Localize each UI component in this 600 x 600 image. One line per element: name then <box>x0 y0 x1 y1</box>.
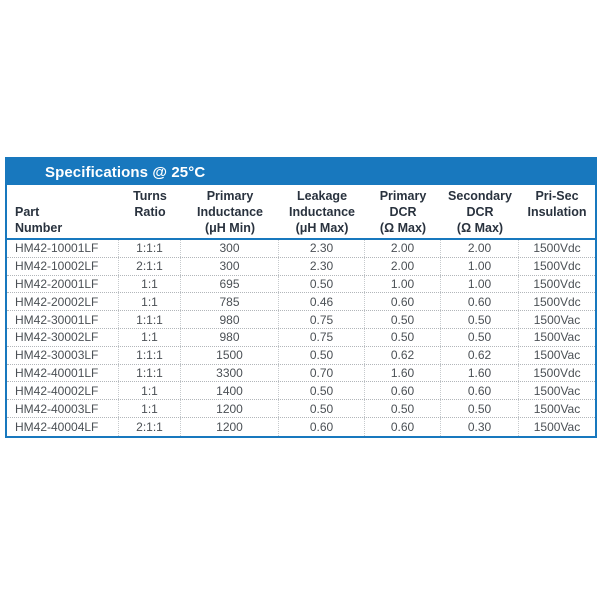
table-cell-turns-ratio: 1:1:1 <box>119 311 181 328</box>
table-cell-pri-sec-insulation: 1500Vdc <box>533 259 581 274</box>
table-cell-secondary-dcr: 0.60 <box>441 293 519 310</box>
table-cell-secondary-dcr: 1.00 <box>441 258 519 275</box>
table-cell-primary-dcr: 0.60 <box>365 418 441 436</box>
table-title: Specifications @ 25°C <box>45 163 206 181</box>
table-cell-part-number: HM42-20002LF <box>7 293 119 310</box>
table-cell-primary-inductance: 1500 <box>181 347 279 364</box>
table-cell-primary-dcr: 0.62 <box>365 347 441 364</box>
table-row <box>7 347 595 365</box>
table-cell-part-number: HM42-30002LF <box>7 329 119 346</box>
table-cell-leakage-inductance: 2.30 <box>279 240 365 257</box>
specifications-table <box>5 157 597 438</box>
table-cell-part-number: HM42-30003LF <box>7 347 119 364</box>
header-line: Primary <box>379 189 427 203</box>
table-cell-leakage-inductance: 0.50 <box>279 400 365 417</box>
table-cell-pri-sec-insulation: 1500Vac <box>533 383 581 398</box>
table-row <box>7 365 595 383</box>
table-cell-pri-sec-insulation: 1500Vac <box>533 348 581 363</box>
table-cell-turns-ratio: 1:1:1 <box>119 347 181 364</box>
table-row <box>7 418 595 436</box>
table-row <box>7 329 595 347</box>
header-line: Inductance <box>197 205 263 219</box>
table-cell-secondary-dcr: 0.60 <box>441 382 519 399</box>
header-line: DCR <box>466 205 494 219</box>
table-cell-primary-inductance: 1400 <box>181 382 279 399</box>
table-cell-primary-dcr: 1.00 <box>365 276 441 293</box>
table-cell-part-number: HM42-30001LF <box>7 311 119 328</box>
table-cell-primary-inductance: 980 <box>181 329 279 346</box>
table-cell-pri-sec-insulation: 1500Vdc <box>533 365 581 380</box>
table-cell-pri-sec-insulation: 1500Vdc <box>533 294 581 309</box>
column-header-primary-inductance <box>181 188 279 236</box>
table-cell-leakage-inductance: 0.50 <box>279 276 365 293</box>
column-header-secondary-dcr <box>441 188 519 236</box>
table-row <box>7 382 595 400</box>
table-cell-primary-inductance: 3300 <box>181 365 279 382</box>
column-header-primary-dcr <box>365 188 441 236</box>
table-cell-pri-sec-insulation: 1500Vac <box>533 401 581 416</box>
table-cell-primary-inductance: 1200 <box>181 400 279 417</box>
column-header-turns-ratio <box>119 188 181 236</box>
table-cell-leakage-inductance: 0.50 <box>279 347 365 364</box>
table-cell-primary-dcr: 0.60 <box>365 293 441 310</box>
table-cell-part-number: HM42-20001LF <box>7 276 119 293</box>
table-body <box>7 240 595 436</box>
header-line: (Ω Max) <box>379 221 427 235</box>
table-cell-part-number: HM42-10002LF <box>7 258 119 275</box>
header-line: Part <box>15 205 40 219</box>
table-cell-turns-ratio: 1:1:1 <box>119 240 181 257</box>
table-cell-turns-ratio: 2:1:1 <box>119 258 181 275</box>
table-cell-secondary-dcr: 1.00 <box>441 276 519 293</box>
header-line: Primary <box>206 189 254 203</box>
table-cell-pri-sec-insulation: 1500Vdc <box>533 276 581 291</box>
table-cell-turns-ratio: 1:1 <box>119 276 181 293</box>
table-cell-secondary-dcr: 2.00 <box>441 240 519 257</box>
table-cell-primary-inductance: 300 <box>181 258 279 275</box>
table-row <box>7 276 595 294</box>
column-header-pri-sec-insulation <box>519 188 595 236</box>
table-row <box>7 311 595 329</box>
table-cell-turns-ratio: 1:1:1 <box>119 365 181 382</box>
column-header-part-number <box>7 188 119 236</box>
table-cell-leakage-inductance: 0.75 <box>279 329 365 346</box>
table-cell-part-number: HM42-40001LF <box>7 365 119 382</box>
table-cell-primary-dcr: 0.50 <box>365 329 441 346</box>
table-row <box>7 240 595 258</box>
header-line: DCR <box>389 205 417 219</box>
table-cell-part-number: HM42-40004LF <box>7 418 119 436</box>
table-cell-primary-inductance: 785 <box>181 293 279 310</box>
table-row <box>7 293 595 311</box>
table-cell-primary-dcr: 0.60 <box>365 382 441 399</box>
table-cell-leakage-inductance: 0.46 <box>279 293 365 310</box>
table-cell-leakage-inductance: 0.75 <box>279 311 365 328</box>
table-title-bar <box>7 159 595 185</box>
table-cell-secondary-dcr: 1.60 <box>441 365 519 382</box>
table-cell-secondary-dcr: 0.62 <box>441 347 519 364</box>
header-line: Secondary <box>448 189 512 203</box>
table-cell-secondary-dcr: 0.50 <box>441 311 519 328</box>
table-cell-turns-ratio: 1:1 <box>119 329 181 346</box>
table-cell-pri-sec-insulation: 1500Vac <box>533 330 581 345</box>
table-cell-primary-inductance: 980 <box>181 311 279 328</box>
table-cell-primary-dcr: 0.50 <box>365 311 441 328</box>
table-cell-turns-ratio: 1:1 <box>119 293 181 310</box>
header-line: Ratio <box>134 205 166 219</box>
table-cell-turns-ratio: 1:1 <box>119 382 181 399</box>
header-line: Turns <box>133 189 167 203</box>
column-header-leakage-inductance <box>279 188 365 236</box>
table-cell-part-number: HM42-10001LF <box>7 240 119 257</box>
header-line: (Ω Max) <box>456 221 504 235</box>
table-cell-primary-dcr: 0.50 <box>365 400 441 417</box>
table-cell-leakage-inductance: 2.30 <box>279 258 365 275</box>
header-line: Number <box>15 221 63 235</box>
table-cell-secondary-dcr: 0.50 <box>441 329 519 346</box>
table-cell-part-number: HM42-40002LF <box>7 382 119 399</box>
table-cell-primary-dcr: 2.00 <box>365 240 441 257</box>
table-cell-primary-dcr: 2.00 <box>365 258 441 275</box>
table-cell-secondary-dcr: 0.30 <box>441 418 519 436</box>
table-cell-pri-sec-insulation: 1500Vac <box>533 312 581 327</box>
table-cell-primary-inductance: 1200 <box>181 418 279 436</box>
table-cell-primary-dcr: 1.60 <box>365 365 441 382</box>
header-line: (μH Min) <box>205 221 255 235</box>
header-line: Pri-Sec <box>535 189 579 203</box>
header-line: Inductance <box>289 205 355 219</box>
table-cell-leakage-inductance: 0.50 <box>279 382 365 399</box>
table-cell-turns-ratio: 1:1 <box>119 400 181 417</box>
table-row <box>7 258 595 276</box>
table-cell-primary-inductance: 695 <box>181 276 279 293</box>
header-line: Insulation <box>527 205 587 219</box>
table-cell-leakage-inductance: 0.70 <box>279 365 365 382</box>
header-line: Leakage <box>296 189 348 203</box>
table-row <box>7 400 595 418</box>
header-line: (μH Max) <box>295 221 349 235</box>
table-cell-pri-sec-insulation: 1500Vdc <box>533 241 581 256</box>
table-cell-turns-ratio: 2:1:1 <box>119 418 181 436</box>
table-header-row <box>7 185 595 240</box>
table-cell-part-number: HM42-40003LF <box>7 400 119 417</box>
table-cell-leakage-inductance: 0.60 <box>279 418 365 436</box>
table-cell-primary-inductance: 300 <box>181 240 279 257</box>
table-cell-pri-sec-insulation: 1500Vac <box>533 419 581 434</box>
table-cell-secondary-dcr: 0.50 <box>441 400 519 417</box>
